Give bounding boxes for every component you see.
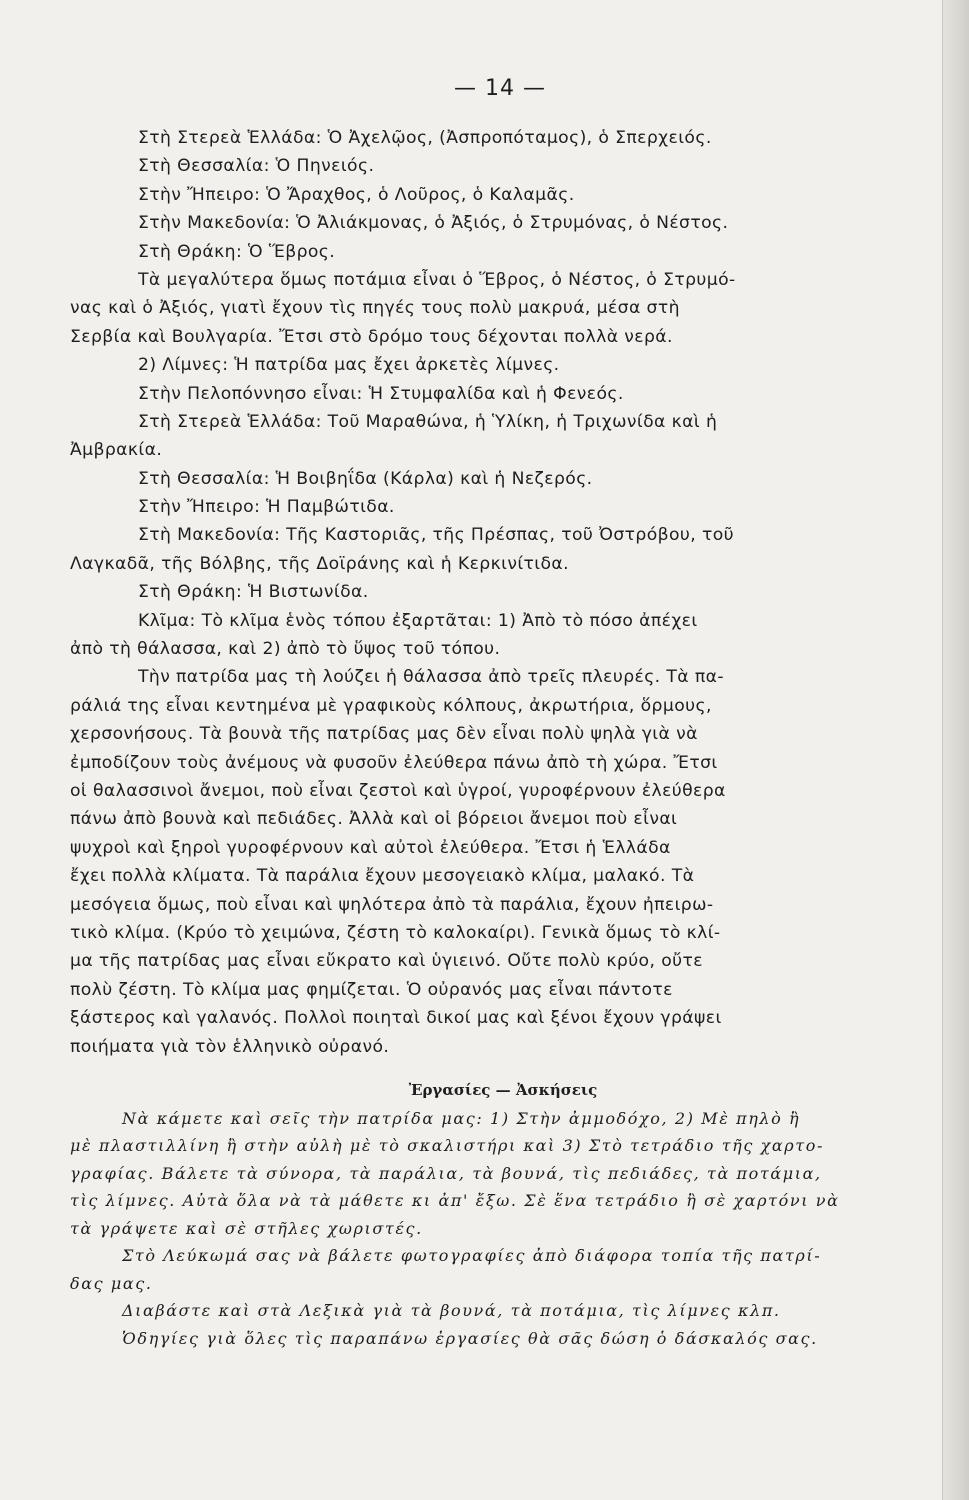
text-line: Στὴν Ἤπειρο: Ἡ Παμβώτιδα.: [138, 497, 395, 518]
text-line: Στὴ Μακεδονία: Τῆς Καστοριᾶς, τῆς Πρέσπας, τοῦ Ὀστρόβου, τοῦ: [138, 525, 734, 546]
text-line: μὲ πλαστιλλίνη ἢ στὴν αὐλὴ μὲ τὸ σκαλιστήρι καὶ 3) Στὸ τετράδιο τῆς χαρτο-: [70, 1136, 824, 1156]
text-line: Τὰ μεγαλύτερα ὅμως ποτάμια εἶναι ὁ Ἕβρος, ὁ Νέστος, ὁ Στρυμό-: [138, 269, 736, 290]
text-line: νας καὶ ὁ Ἀξιός, γιατὶ ἔχουν τὶς πηγές τους πολὺ μακρυά, μέσα στὴ: [70, 298, 680, 319]
text-line: πάνω ἀπὸ βουνὰ καὶ πεδιάδες. Ἀλλὰ καὶ οἱ βόρειοι ἄνεμοι ποὺ εἶναι: [70, 809, 678, 830]
text-line: Στὴν Μακεδονία: Ὁ Ἀλιάκμονας, ὁ Ἀξιός, ὁ Στρυμόνας, ὁ Νέστος.: [138, 213, 729, 234]
text-line: Τὴν πατρίδα μας τὴ λούζει ἡ θάλασσα ἀπὸ τρεῖς πλευρές. Τὰ πα-: [138, 667, 724, 688]
text-line: Στὴ Θεσσαλία: Ὁ Πηνειός.: [138, 156, 375, 177]
text-line: πολὺ ζέστη. Τὸ κλίμα μας φημίζεται. Ὁ οὐρανός μας εἶναι πάντοτε: [70, 979, 673, 1000]
text-line: Νὰ κάμετε καὶ σεῖς τὴν πατρίδα μας: 1) Στὴν ἀμμοδόχο, 2) Μὲ πηλὸ ἢ: [122, 1108, 801, 1128]
page-body: [70, 124, 906, 1352]
text-line: Στὴ Θράκη: Ὁ Ἕβρος.: [138, 241, 336, 262]
text-line: Ὁδηγίες γιὰ ὅλες τὶς παραπάνω ἐργασίες θὰ σᾶς δώση ὁ δάσκαλός σας.: [122, 1328, 818, 1348]
text-line: Κλῖμα: Τὸ κλῖμα ἑνὸς τόπου ἐξαρτᾶται: 1) Ἀπὸ τὸ πόσο ἀπέχει: [138, 610, 698, 631]
text-line: ἐμποδίζουν τοὺς ἀνέμους νὰ φυσοῦν ἐλεύθερα πάνω ἀπὸ τὴ χώρα. Ἔτσι: [70, 752, 718, 773]
text-line: οἱ θαλασσινοὶ ἄνεμοι, ποὺ εἶναι ζεστοὶ καὶ ὑγροί, γυροφέρνουν ἐλεύθερα: [70, 780, 726, 801]
text-line: 2) Λίμνες: Ἡ πατρίδα μας ἔχει ἀρκετὲς λίμνες.: [138, 355, 560, 376]
page-number: — 14 —: [454, 76, 546, 101]
text-line: ράλιά της εἶναι κεντημένα μὲ γραφικοὺς κόλπους, ἀκρωτήρια, ὅρμους,: [70, 695, 712, 716]
text-line: τὶς λίμνες. Αὐτὰ ὅλα νὰ τὰ μάθετε κι ἀπ' ἔξω. Σὲ ἕνα τετράδιο ἢ σὲ χαρτόνι νὰ: [70, 1191, 840, 1211]
text-line: Στὴν Ἤπειρο: Ὁ Ἄραχθος, ὁ Λοῦρος, ὁ Καλαμᾶς.: [138, 184, 575, 205]
text-line: Στὴ Θεσσαλία: Ἡ Βοιβηΐδα (Κάρλα) καὶ ἡ Νεζερός.: [138, 468, 593, 489]
text-line: ἀπὸ τὴ θάλασσα, καὶ 2) ἀπὸ τὸ ὕψος τοῦ τόπου.: [70, 639, 501, 660]
text-line: ξάστερος καὶ γαλανός. Πολλοὶ ποιηταὶ δικοί μας καὶ ξένοι ἔχουν γράψει: [70, 1008, 722, 1029]
text-line: ψυχροὶ καὶ ξηροὶ γυροφέρνουν καὶ αὐτοὶ ἐλεύθερα. Ἔτσι ἡ Ἑλλάδα: [70, 837, 671, 858]
text-line: δας μας.: [70, 1273, 153, 1293]
text-line: τικὸ κλίμα. (Κρύο τὸ χειμώνα, ζέστη τὸ καλοκαίρι). Γενικὰ ὅμως τὸ κλί-: [70, 922, 721, 943]
exercises-text: [70, 1105, 906, 1353]
text-line: Στὴ Στερεὰ Ἑλλάδα: Ὁ Ἀχελῷος, (Ἀσπροπόταμος), ὁ Σπερχειός.: [138, 128, 712, 148]
text-line: Σερβία καὶ Βουλγαρία. Ἔτσι στὸ δρόμο τους δέχονται πολλὰ νερά.: [70, 326, 673, 347]
text-line: μεσόγεια ὅμως, ποὺ εἶναι καὶ ψηλότερα ἀπὸ τὰ παράλια, ἔχουν ἠπειρω-: [70, 894, 714, 915]
text-line: Στὴ Στερεὰ Ἑλλάδα: Τοῦ Μαραθώνα, ἡ Ὑλίκη, ἡ Τριχωνίδα καὶ ἡ: [138, 411, 718, 432]
main-text: [70, 124, 906, 1061]
text-line: χερσονήσους. Τὰ βουνὰ τῆς πατρίδας μας δὲν εἶναι πολὺ ψηλὰ γιὰ νὰ: [70, 724, 698, 745]
text-line: Στὴ Θράκη: Ἡ Βιστωνίδα.: [138, 582, 369, 603]
text-line: Λαγκαδᾶ, τῆς Βόλβης, τῆς Δοϊράνης καὶ ἡ Κερκινίτιδα.: [70, 553, 570, 574]
text-line: ποιήματα γιὰ τὸν ἑλληνικὸ οὐρανό.: [70, 1036, 390, 1057]
exercises-heading: Ἐργασίες — Ἀσκήσεις: [408, 1080, 598, 1099]
page-edge: [942, 0, 969, 1500]
text-line: Ἀμβρακία.: [70, 440, 163, 461]
text-line: ἔχει πολλὰ κλίματα. Τὰ παράλια ἔχουν μεσογειακὸ κλίμα, μαλακό. Τὰ: [70, 866, 695, 887]
text-line: γραφίας. Βάλετε τὰ σύνορα, τὰ παράλια, τὰ βουνά, τὶς πεδιάδες, τὰ ποτάμια,: [70, 1163, 822, 1183]
text-line: Διαβάστε καὶ στὰ Λεξικὰ γιὰ τὰ βουνά, τὰ ποτάμια, τὶς λίμνες κλπ.: [122, 1301, 781, 1321]
text-line: Στὸ Λεύκωμά σας νὰ βάλετε φωτογραφίες ἀπὸ διάφορα τοπία τῆς πατρί-: [122, 1246, 822, 1266]
text-line: Στὴν Πελοπόννησο εἶναι: Ἡ Στυμφαλίδα καὶ ἡ Φενεός.: [138, 383, 624, 404]
text-line: τὰ γράψετε καὶ σὲ στῆλες χωριστές.: [70, 1218, 423, 1238]
text-line: μα τῆς πατρίδας μας εἶναι εὔκρατο καὶ ὑγιεινό. Οὔτε πολὺ κρύο, οὔτε: [70, 951, 703, 972]
